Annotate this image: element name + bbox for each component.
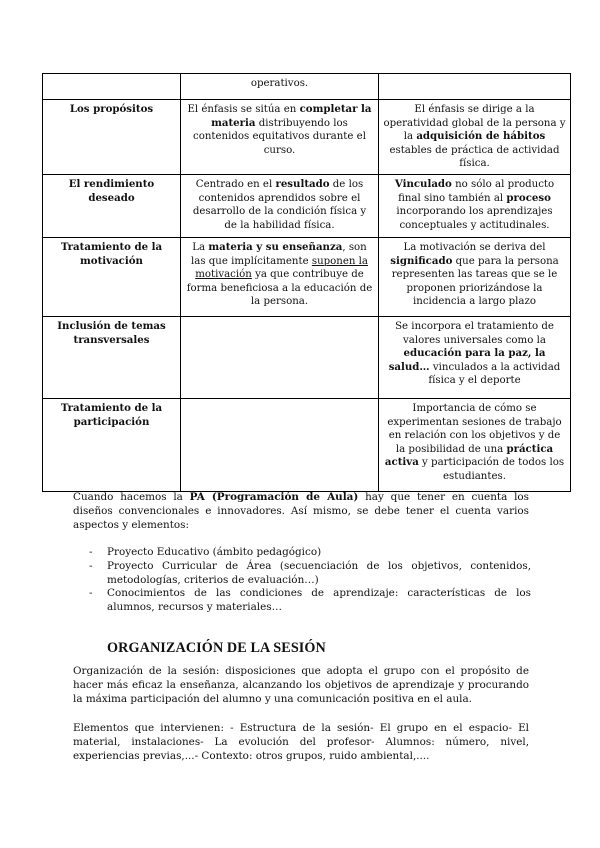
table-cell: [43, 74, 181, 100]
dash-bullet: -: [89, 559, 93, 572]
table-row: [43, 100, 571, 175]
row-label: Tratamiento de la motivación: [43, 237, 181, 316]
table-row: [43, 237, 571, 316]
table-cell: [181, 398, 379, 491]
table-cell: La motivación se deriva del significado que para la persona representen las tareas que se le proponen priorizándose la incidencia a largo plazo: [379, 237, 571, 316]
table-row: [43, 398, 571, 491]
table-cell: El énfasis se dirige a la operatividad global de la persona y la adquisición de hábitos estables de práctica de actividad física.: [379, 100, 571, 175]
table-cell: El énfasis se sitúa en completar la materia distribuyendo los contenidos equitativos durante el curso.: [181, 100, 379, 175]
list-item: - Conocimientos de las condiciones de aprendizaje: características de los alumnos, recursos y materiales…: [89, 587, 531, 614]
table-row: [43, 174, 571, 237]
list-item: - Proyecto Educativo (ámbito pedagógico): [89, 546, 322, 558]
elements-list: [73, 546, 531, 615]
list-item: - Proyecto Curricular de Área (secuenciación de los objetivos, contenidos, metodologías, criterios de evaluación…): [89, 559, 531, 586]
table-cell: Vinculado no sólo al producto final sino también al proceso incorporando los aprendizajes conceptuales y actitudinales.: [379, 174, 571, 237]
dash-bullet: -: [89, 546, 93, 558]
table-cell: [181, 316, 379, 398]
table-row: [43, 316, 571, 398]
table-cell: La materia y su enseñanza, son las que implícitamente suponen la motivación ya que contribuye de forma beneficiosa a la educación de la persona.: [181, 237, 379, 316]
table-row: [43, 74, 571, 100]
dash-bullet: -: [89, 587, 93, 600]
row-label: Los propósitos: [43, 100, 181, 175]
section-title: ORGANIZACIÓN DE LA SESIÓN: [107, 640, 326, 656]
elements-paragraph: Elementos que intervienen: - Estructura de la sesión- El grupo en el espacio- El material, instalaciones- La evolución del profesor- Alumnos: número, nivel, experiencias previas,...- Contexto: otros grupos, ruido ambiental,....: [73, 722, 529, 762]
table-cell: [379, 74, 571, 100]
row-label: Inclusión de temas transversales: [43, 316, 181, 398]
row-label: El rendimiento deseado: [43, 174, 181, 237]
table-cell: Se incorpora el tratamiento de valores universales como la educación para la paz, la salud… vinculados a la actividad física y el deporte: [379, 316, 571, 398]
session-paragraph: Organización de la sesión: disposiciones que adopta el grupo con el propósito de hacer más eficaz la enseñanza, alcanzando los objetivos de aprendizaje y procurando la máxima participación del alumno y una comunicación positiva en el aula.: [73, 665, 529, 705]
comparison-table: [42, 73, 571, 492]
table-cell: Centrado en el resultado de los contenidos aprendidos sobre el desarrollo de la condición física y de la habilidad física.: [181, 174, 379, 237]
row-label: Tratamiento de la participación: [43, 398, 181, 491]
table-cell: operativos.: [181, 74, 379, 100]
table-cell: Importancia de cómo se experimentan sesiones de trabajo en relación con los objetivos y de la posibilidad de una práctica activa y participación de todos los estudiantes.: [379, 398, 571, 491]
intro-paragraph: Cuando hacemos la PA (Programación de Aula) hay que tener en cuenta los diseños convencionales e innovadores. Así mismo, se debe tener el cuenta varios aspectos y elementos:: [73, 491, 529, 531]
